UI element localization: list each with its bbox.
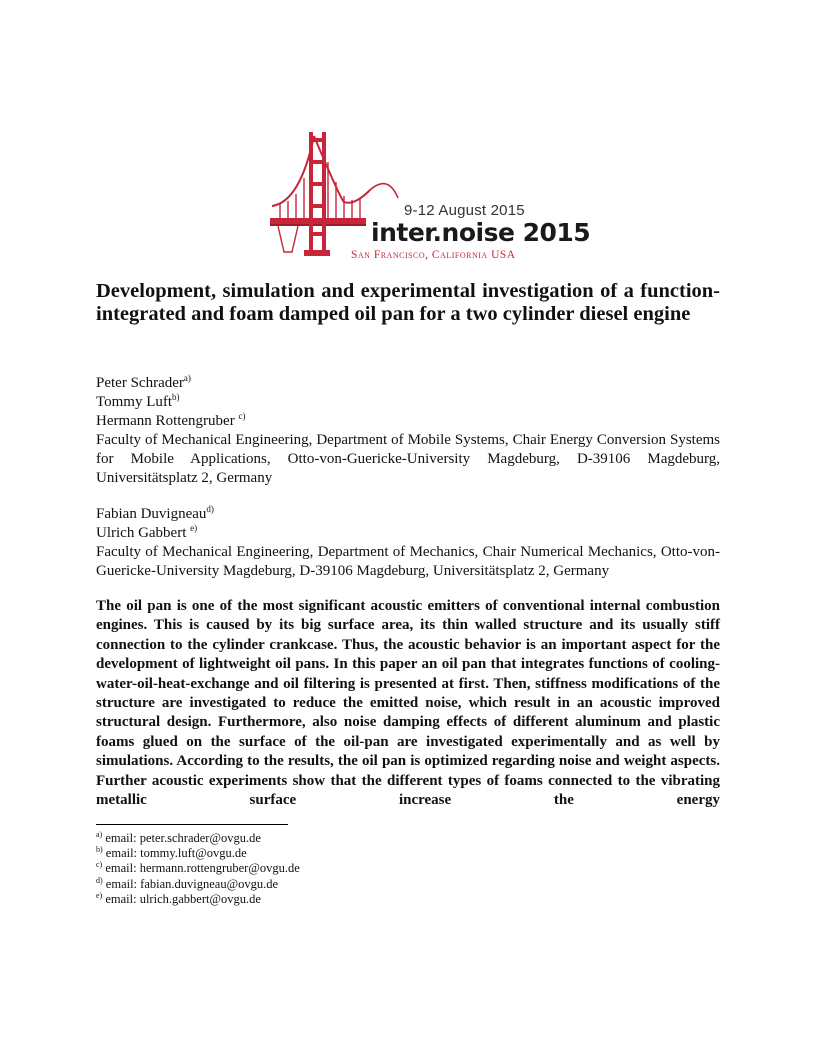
author-name: Tommy Luft$^{b)}$ (96, 392, 180, 410)
author-name: Ulrich Gabbert $^{e)}$ (96, 523, 198, 541)
conference-location: San Francisco, California USA (351, 249, 516, 261)
footnote: $^{d)}$ email: fabian.duvigneau@ovgu.de (96, 875, 279, 891)
affiliation: Faculty of Mechanical Engineering, Department of Mechanics, Chair Numerical Mechanics, Otto-von-Guericke-University Magdeburg, D-39106 Magdeburg, Universitätsplatz 2, Germany (96, 544, 720, 579)
footnotes (96, 831, 300, 907)
author-group-1 (96, 374, 720, 488)
footnote-divider (96, 824, 288, 825)
author-name: Peter Schrader$^{a)}$ (96, 373, 191, 391)
paper-title: Development, simulation and experimental investigation of a function-integrated and foam damped oil pan for a two cylinder diesel engine (96, 280, 720, 325)
conference-brand: inter.noise 2015 (371, 218, 591, 247)
affiliation: Faculty of Mechanical Engineering, Department of Mobile Systems, Chair Energy Conversion Systems for Mobile Applications, Otto-von-Guericke-University Magdeburg, D-39106 Magdeburg, Universitätsplatz 2, Germany (96, 432, 720, 486)
conference-date: 9-12 August 2015 (404, 202, 525, 219)
author-name: Fabian Duvigneau$^{d)}$ (96, 504, 214, 522)
golden-gate-bridge-icon (270, 128, 560, 268)
conference-logo (270, 128, 591, 268)
author-group-2 (96, 505, 720, 581)
footnote: $^{a)}$ email: peter.schrader@ovgu.de (96, 830, 261, 845)
footnote: $^{c)}$ email: hermann.rottengruber@ovgu.de (96, 860, 300, 876)
footnote: $^{e)}$ email: ulrich.gabbert@ovgu.de (96, 890, 261, 906)
author-name: Hermann Rottengruber $^{c)}$ (96, 411, 246, 429)
abstract: The oil pan is one of the most significant acoustic emitters of conventional internal combustion engines. This is caused by its big surface area, its thin walled structure and its usually stiff connection to the cylinder crankcase. Thus, the acoustic behavior is an important aspect for the development of lightweight oil pans. In this paper an oil pan that integrates functions of cooling-water-oil-heat-exchange and oil filtering is presented at first. Then, stiffness modifications of the structure are investigated to reduce the emitted noise, which result in an acoustic improved structural design. Furthermore, also noise damping effects of different aluminum and plastic foams glued on the surface of the oil-pan are investigated experimentally and as well by simulations. According to the results, the oil pan is optimized regarding noise and weight aspects. Further acoustic experiments show that the different types of foams connected to the vibrating metallic surface increase the energy (96, 598, 720, 809)
footnote: $^{b)}$ email: tommy.luft@ovgu.de (96, 845, 247, 861)
